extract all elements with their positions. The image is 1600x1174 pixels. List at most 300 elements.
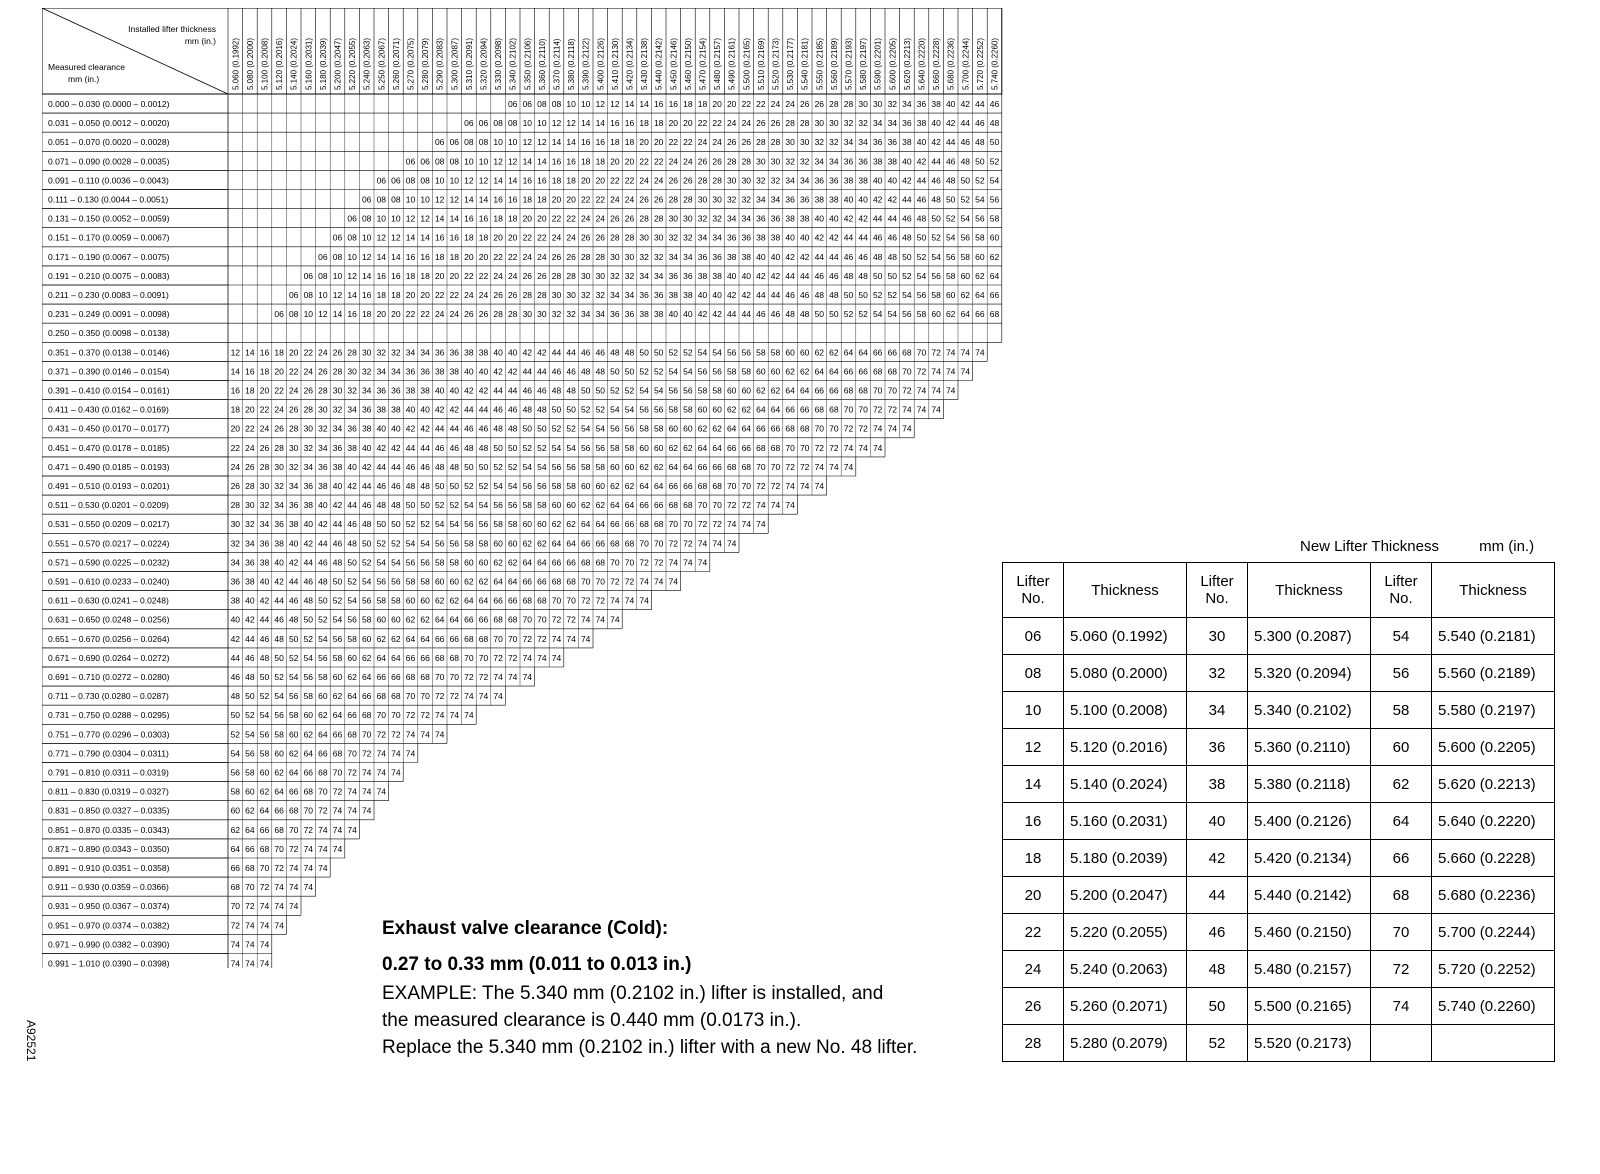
lifter-number-cell: 54 bbox=[668, 366, 679, 377]
lifter-number-cell: 54 bbox=[391, 557, 401, 568]
lifter-number-cell: 58 bbox=[274, 729, 284, 740]
lifter-number-cell: 42 bbox=[931, 137, 941, 148]
lifter-number-cell: 50 bbox=[580, 385, 591, 396]
lifter-number-cell: 24 bbox=[566, 232, 576, 243]
lifter-number-cell: 26 bbox=[610, 213, 620, 224]
lifter-number-cell: 28 bbox=[318, 385, 328, 396]
lifter-number-cell: 50 bbox=[595, 385, 606, 396]
lifter-number-cell: 56 bbox=[595, 442, 606, 453]
lifter-number-cell: 56 bbox=[653, 404, 664, 415]
lifter-number-cell: 48 bbox=[245, 672, 255, 682]
lifter-number-cell: 58 bbox=[230, 786, 241, 797]
lifter-number-cell: 10 bbox=[420, 194, 430, 205]
lifter-number-cell: 32 bbox=[799, 156, 810, 167]
lifter-number-cell: 72 bbox=[259, 882, 270, 893]
lifter-number-cell: 70 bbox=[230, 901, 241, 912]
example-line-2: the measured clearance is 0.440 mm (0.0173 in.). bbox=[382, 1010, 802, 1031]
lifter-number-cell: 44 bbox=[478, 404, 489, 415]
lifter-number-cell: 52 bbox=[347, 576, 357, 587]
measured-clearance-label: 0.231 – 0.249 (0.0091 – 0.0098) bbox=[48, 309, 170, 320]
lifter-number-cell: 52 bbox=[566, 423, 576, 434]
lifter-number-cell: 52 bbox=[318, 614, 328, 625]
lifter-number-cell: 22 bbox=[595, 194, 606, 205]
lifter-number-cell: 74 bbox=[741, 519, 752, 530]
lifter-number-cell: 70 bbox=[361, 729, 372, 740]
lifter-number-cell: 58 bbox=[288, 710, 299, 721]
lifter-number-cell: 30 bbox=[770, 156, 781, 167]
lifter-number-cell: 32 bbox=[756, 175, 766, 186]
lifter-number-cell: 74 bbox=[274, 901, 284, 912]
lifter-number-cell: 70 bbox=[887, 385, 898, 396]
installed-thickness-label: 5.320 (0.2094) bbox=[479, 37, 489, 90]
lifter-number-cell: 16 bbox=[245, 366, 255, 377]
lifter-number-cell: 26 bbox=[697, 156, 708, 167]
lifter-number-cell: 72 bbox=[872, 404, 883, 415]
lifter-number-cell: 50 bbox=[887, 270, 898, 281]
lifter-number-cell: 64 bbox=[493, 576, 503, 587]
lifter-number-cell: 46 bbox=[332, 538, 343, 549]
lifter-number-cell: 32 bbox=[653, 251, 664, 262]
lifter-number-cell: 68 bbox=[507, 614, 518, 625]
lifter-number-cell: 72 bbox=[726, 500, 737, 511]
lifter-number-cell: 74 bbox=[785, 481, 795, 491]
lifter-number-cell: 44 bbox=[829, 251, 839, 262]
lifter-number-cell: 60 bbox=[361, 633, 372, 644]
lifter-number-cell: 64 bbox=[580, 519, 591, 530]
lifter-number-cell: 68 bbox=[829, 404, 839, 415]
lifter-number-cell: 32 bbox=[288, 461, 299, 472]
lifter-number-cell: 34 bbox=[756, 194, 766, 205]
installed-thickness-label: 5.060 (0.1992) bbox=[231, 37, 241, 90]
measured-clearance-label: 0.691 – 0.710 (0.0272 – 0.0280) bbox=[48, 672, 170, 682]
lifter-number-cell: 28 bbox=[347, 347, 357, 358]
lifter-number-cell: 12 bbox=[332, 290, 343, 300]
lifter-number-cell: 66 bbox=[449, 633, 460, 644]
lifter-number-cell: 70 bbox=[420, 691, 430, 702]
lifter-number-cell: 30 bbox=[712, 194, 722, 205]
lifter-number-cell: 56 bbox=[916, 290, 927, 300]
cell-lifter-no: 16 bbox=[1003, 803, 1064, 840]
lifter-number-cell: 16 bbox=[259, 347, 270, 358]
lifter-number-cell: 08 bbox=[376, 194, 387, 205]
installed-thickness-label: 5.420 (0.2134) bbox=[625, 37, 635, 90]
lifter-number-cell: 74 bbox=[259, 901, 270, 912]
lifter-number-cell: 66 bbox=[989, 290, 1000, 300]
lifter-number-cell: 40 bbox=[843, 194, 854, 205]
measured-clearance-label: 0.131 – 0.150 (0.0052 – 0.0059) bbox=[48, 213, 170, 224]
lifter-number-cell: 28 bbox=[683, 194, 693, 205]
lifter-number-cell: 24 bbox=[230, 461, 241, 472]
lifter-number-cell: 66 bbox=[347, 710, 357, 721]
lifter-number-cell: 62 bbox=[989, 251, 1000, 262]
lifter-number-cell: 52 bbox=[916, 251, 927, 262]
lifter-number-cell: 72 bbox=[522, 633, 533, 644]
lifter-number-cell: 64 bbox=[624, 500, 635, 511]
lifter-number-cell: 14 bbox=[464, 194, 474, 205]
cell-thickness: 5.160 (0.2031) bbox=[1064, 803, 1187, 840]
lifter-number-cell: 36 bbox=[245, 557, 255, 568]
lifter-number-cell: 14 bbox=[580, 118, 591, 129]
lifter-number-cell: 70 bbox=[405, 691, 416, 702]
lifter-number-cell: 32 bbox=[332, 404, 343, 415]
measured-clearance-label: 0.611 – 0.630 (0.0241 – 0.0248) bbox=[48, 595, 169, 606]
lifter-number-cell: 18 bbox=[595, 156, 606, 167]
lifter-number-cell: 70 bbox=[829, 423, 839, 434]
lifter-number-cell: 26 bbox=[259, 442, 270, 453]
lifter-number-cell: 24 bbox=[653, 175, 664, 186]
lifter-number-cell: 68 bbox=[595, 557, 606, 568]
lifter-number-cell: 12 bbox=[405, 213, 416, 224]
lifter-number-cell: 36 bbox=[610, 309, 620, 320]
lifter-number-cell: 48 bbox=[493, 423, 503, 434]
lifter-number-cell: 60 bbox=[653, 442, 664, 453]
lifter-number-cell: 38 bbox=[347, 442, 357, 453]
lifter-number-cell: 38 bbox=[756, 232, 766, 243]
lifter-number-cell: 74 bbox=[288, 882, 299, 893]
lifter-number-cell: 22 bbox=[653, 156, 664, 167]
lifter-number-cell: 08 bbox=[347, 232, 357, 243]
installed-thickness-label: 5.660 (0.2228) bbox=[932, 37, 942, 90]
lifter-number-cell: 30 bbox=[683, 213, 693, 224]
cell-lifter-no: 58 bbox=[1371, 692, 1432, 729]
lifter-number-cell: 24 bbox=[507, 270, 518, 281]
cell-thickness: 5.640 (0.2220) bbox=[1432, 803, 1555, 840]
lifter-number-cell: 48 bbox=[960, 156, 971, 167]
lifter-number-cell: 28 bbox=[741, 156, 752, 167]
installed-thickness-label: 5.300 (0.2087) bbox=[450, 37, 460, 90]
measured-clearance-label: 0.000 – 0.030 (0.0000 – 0.0012) bbox=[48, 99, 170, 109]
cell-thickness: 5.380 (0.2118) bbox=[1248, 766, 1371, 803]
lifter-number-cell: 60 bbox=[785, 347, 795, 358]
lifter-number-cell: 28 bbox=[756, 137, 766, 148]
installed-thickness-label: 5.620 (0.2213) bbox=[902, 37, 912, 90]
new-lifter-row bbox=[1003, 840, 1555, 877]
lifter-number-cell: 62 bbox=[245, 805, 255, 816]
lifter-number-cell: 14 bbox=[434, 213, 445, 224]
lifter-number-cell: 74 bbox=[726, 538, 737, 549]
lifter-number-cell: 50 bbox=[843, 290, 854, 300]
lifter-number-cell: 66 bbox=[887, 347, 898, 358]
lifter-number-cell: 28 bbox=[259, 461, 270, 472]
lifter-number-cell: 74 bbox=[916, 404, 927, 415]
lifter-number-cell: 70 bbox=[464, 652, 474, 663]
lifter-number-cell: 72 bbox=[712, 519, 722, 530]
lifter-number-cell: 52 bbox=[843, 309, 854, 320]
lifter-number-cell: 44 bbox=[493, 385, 503, 396]
lifter-number-cell: 46 bbox=[303, 576, 314, 587]
lifter-number-cell: 32 bbox=[887, 99, 898, 109]
lifter-number-cell: 66 bbox=[478, 614, 489, 625]
lifter-number-cell: 60 bbox=[989, 232, 1000, 243]
lifter-number-cell: 74 bbox=[945, 347, 956, 358]
lifter-number-cell: 38 bbox=[449, 366, 460, 377]
lifter-number-cell: 74 bbox=[595, 614, 606, 625]
lifter-number-cell: 44 bbox=[449, 423, 460, 434]
lifter-number-cell: 28 bbox=[595, 251, 606, 262]
cell-thickness: 5.740 (0.2260) bbox=[1432, 988, 1555, 1025]
lifter-number-cell: 66 bbox=[624, 519, 635, 530]
lifter-number-cell: 30 bbox=[726, 175, 737, 186]
lifter-number-cell: 24 bbox=[434, 309, 445, 320]
lifter-number-cell: 56 bbox=[610, 423, 620, 434]
lifter-number-cell: 54 bbox=[872, 309, 883, 320]
cell-thickness: 5.180 (0.2039) bbox=[1064, 840, 1187, 877]
cell-lifter-no: 18 bbox=[1003, 840, 1064, 877]
lifter-number-cell: 70 bbox=[493, 633, 503, 644]
lifter-number-cell: 20 bbox=[230, 423, 241, 434]
lifter-number-cell: 62 bbox=[259, 786, 270, 797]
lifter-number-cell: 36 bbox=[756, 213, 766, 224]
cell-lifter-no: 26 bbox=[1003, 988, 1064, 1025]
lifter-number-cell: 16 bbox=[376, 270, 387, 281]
lifter-number-cell: 06 bbox=[376, 175, 387, 186]
lifter-number-cell: 32 bbox=[741, 194, 752, 205]
lifter-number-cell: 38 bbox=[741, 251, 752, 262]
lifter-number-cell: 28 bbox=[639, 213, 649, 224]
lifter-number-cell: 60 bbox=[770, 366, 781, 377]
lifter-number-cell: 54 bbox=[624, 404, 635, 415]
lifter-number-cell: 18 bbox=[537, 194, 547, 205]
lifter-number-cell: 10 bbox=[522, 118, 533, 129]
lifter-number-cell: 46 bbox=[522, 385, 533, 396]
lifter-number-cell: 06 bbox=[434, 137, 445, 148]
lifter-number-cell: 44 bbox=[522, 366, 533, 377]
new-lifter-row bbox=[1003, 988, 1555, 1025]
lifter-number-cell: 62 bbox=[624, 481, 635, 491]
lifter-number-cell: 54 bbox=[288, 672, 299, 682]
lifter-number-cell: 58 bbox=[712, 385, 722, 396]
lifter-number-cell: 46 bbox=[989, 99, 1000, 109]
lifter-number-cell: 64 bbox=[668, 461, 679, 472]
measured-clearance-label: 0.711 – 0.730 (0.0280 – 0.0287) bbox=[48, 691, 169, 702]
lifter-number-cell: 06 bbox=[522, 99, 533, 109]
lifter-number-cell: 12 bbox=[376, 232, 387, 243]
lifter-number-cell: 36 bbox=[391, 385, 401, 396]
lifter-number-cell: 38 bbox=[478, 347, 489, 358]
lifter-number-cell: 50 bbox=[814, 309, 825, 320]
new-lifter-row bbox=[1003, 914, 1555, 951]
lifter-number-cell: 06 bbox=[420, 156, 430, 167]
lifter-number-cell: 50 bbox=[931, 213, 941, 224]
measured-clearance-label: 0.851 – 0.870 (0.0335 – 0.0343) bbox=[48, 824, 170, 835]
new-lifter-row bbox=[1003, 655, 1555, 692]
lifter-number-cell: 44 bbox=[405, 442, 416, 453]
lifter-number-cell: 08 bbox=[318, 270, 328, 281]
lifter-number-cell: 54 bbox=[464, 500, 474, 511]
measured-clearance-label: 0.671 – 0.690 (0.0264 – 0.0272) bbox=[48, 652, 170, 663]
lifter-number-cell: 42 bbox=[318, 519, 328, 530]
lifter-number-cell: 58 bbox=[580, 461, 591, 472]
lifter-number-cell: 40 bbox=[683, 309, 693, 320]
lifter-number-cell: 66 bbox=[697, 461, 708, 472]
lifter-number-cell: 34 bbox=[303, 461, 314, 472]
lifter-number-cell: 40 bbox=[318, 500, 328, 511]
cell-lifter-no: 24 bbox=[1003, 951, 1064, 988]
lifter-number-cell: 60 bbox=[975, 251, 985, 262]
measured-clearance-label: 0.211 – 0.230 (0.0083 – 0.0091) bbox=[48, 290, 169, 300]
lifter-number-cell: 36 bbox=[361, 404, 372, 415]
lifter-number-cell: 66 bbox=[712, 461, 722, 472]
lifter-number-cell: 58 bbox=[434, 557, 445, 568]
lifter-number-cell: 44 bbox=[274, 595, 284, 606]
lifter-number-cell: 52 bbox=[580, 404, 591, 415]
lifter-number-cell: 24 bbox=[288, 385, 299, 396]
installed-thickness-label: 5.700 (0.2244) bbox=[961, 37, 971, 90]
lifter-number-cell: 44 bbox=[391, 461, 401, 472]
measured-clearance-label: 0.351 – 0.370 (0.0138 – 0.0146) bbox=[48, 347, 170, 358]
lifter-number-cell: 50 bbox=[858, 290, 868, 300]
lifter-number-cell: 46 bbox=[537, 385, 547, 396]
lifter-number-cell: 72 bbox=[347, 767, 357, 778]
lifter-number-cell: 52 bbox=[361, 557, 372, 568]
lifter-number-cell: 22 bbox=[288, 366, 299, 377]
lifter-number-cell: 32 bbox=[726, 194, 737, 205]
lifter-number-cell: 54 bbox=[975, 194, 985, 205]
lifter-number-cell: 52 bbox=[259, 691, 270, 702]
lifter-number-cell: 22 bbox=[741, 99, 752, 109]
lifter-number-cell: 36 bbox=[858, 156, 868, 167]
lifter-number-cell: 54 bbox=[332, 614, 343, 625]
installed-thickness-label: 5.260 (0.2071) bbox=[391, 37, 401, 90]
lifter-number-cell: 46 bbox=[288, 595, 299, 606]
measured-clearance-label: 0.491 – 0.510 (0.0193 – 0.0201) bbox=[48, 481, 170, 491]
lifter-number-cell: 42 bbox=[712, 309, 722, 320]
lifter-number-cell: 20 bbox=[537, 213, 547, 224]
lifter-number-cell: 30 bbox=[259, 481, 270, 491]
lifter-number-cell: 24 bbox=[639, 175, 649, 186]
lifter-number-cell: 52 bbox=[858, 309, 868, 320]
lifter-number-cell: 48 bbox=[814, 290, 825, 300]
lifter-number-cell: 36 bbox=[318, 461, 328, 472]
lifter-number-cell: 30 bbox=[741, 175, 752, 186]
lifter-number-cell: 44 bbox=[916, 175, 927, 186]
lifter-number-cell: 20 bbox=[405, 290, 416, 300]
lifter-number-cell: 44 bbox=[843, 232, 854, 243]
lifter-number-cell: 56 bbox=[434, 538, 445, 549]
lifter-number-cell: 50 bbox=[391, 519, 401, 530]
lifter-number-cell: 26 bbox=[507, 290, 518, 300]
lifter-number-cell: 56 bbox=[726, 347, 737, 358]
lifter-number-cell: 44 bbox=[245, 633, 255, 644]
lifter-number-cell: 50 bbox=[347, 557, 357, 568]
lifter-number-cell: 74 bbox=[522, 652, 533, 663]
installed-thickness-label: 5.480 (0.2157) bbox=[713, 37, 723, 90]
lifter-number-cell: 72 bbox=[595, 595, 606, 606]
lifter-number-cell: 58 bbox=[303, 691, 314, 702]
lifter-number-cell: 62 bbox=[610, 481, 620, 491]
lifter-number-cell: 74 bbox=[756, 519, 766, 530]
lifter-number-cell: 20 bbox=[376, 309, 387, 320]
lifter-number-cell: 62 bbox=[799, 366, 810, 377]
lifter-number-cell: 20 bbox=[478, 251, 489, 262]
lifter-number-cell: 40 bbox=[420, 404, 430, 415]
lifter-number-cell: 36 bbox=[434, 347, 445, 358]
measured-clearance-label: 0.811 – 0.830 (0.0319 – 0.0327) bbox=[48, 786, 169, 797]
lifter-number-cell: 72 bbox=[274, 863, 284, 873]
lifter-number-cell: 42 bbox=[522, 347, 533, 358]
lifter-number-cell: 62 bbox=[551, 519, 562, 530]
lifter-number-cell: 10 bbox=[434, 175, 445, 186]
lifter-number-cell: 46 bbox=[858, 251, 868, 262]
lifter-number-cell: 58 bbox=[975, 232, 985, 243]
lifter-number-cell: 66 bbox=[653, 500, 664, 511]
lifter-number-cell: 20 bbox=[274, 366, 284, 377]
lifter-number-cell: 48 bbox=[405, 481, 416, 491]
lifter-number-cell: 30 bbox=[756, 156, 766, 167]
lifter-number-cell: 66 bbox=[726, 442, 737, 453]
lifter-number-cell: 72 bbox=[332, 786, 343, 797]
lifter-number-cell: 56 bbox=[931, 270, 941, 281]
cell-thickness: 5.400 (0.2126) bbox=[1248, 803, 1371, 840]
measured-clearance-label: 0.151 – 0.170 (0.0059 – 0.0067) bbox=[48, 232, 170, 243]
lifter-number-cell: 68 bbox=[420, 672, 430, 682]
cell-thickness: 5.360 (0.2110) bbox=[1248, 729, 1371, 766]
lifter-number-cell: 70 bbox=[712, 500, 722, 511]
lifter-number-cell: 74 bbox=[507, 672, 518, 682]
lifter-number-cell: 46 bbox=[902, 213, 912, 224]
lifter-number-cell: 72 bbox=[420, 710, 430, 721]
lifter-number-cell: 38 bbox=[799, 213, 810, 224]
lifter-number-cell: 38 bbox=[931, 99, 941, 109]
lifter-number-cell: 34 bbox=[361, 385, 372, 396]
lifter-number-cell: 64 bbox=[683, 461, 693, 472]
cell-thickness: 5.080 (0.2000) bbox=[1064, 655, 1187, 692]
lifter-number-cell: 32 bbox=[580, 290, 591, 300]
cell-lifter-no: 60 bbox=[1371, 729, 1432, 766]
lifter-number-cell: 22 bbox=[610, 175, 620, 186]
lifter-number-cell: 70 bbox=[347, 748, 357, 759]
lifter-number-cell: 26 bbox=[537, 270, 547, 281]
lifter-number-cell: 10 bbox=[493, 137, 503, 148]
lifter-number-cell: 60 bbox=[303, 710, 314, 721]
cell-thickness: 5.340 (0.2102) bbox=[1248, 692, 1371, 729]
col-lifter-no: Lifter No. bbox=[1187, 563, 1248, 618]
lifter-number-cell: 64 bbox=[653, 481, 664, 491]
lifter-number-cell: 46 bbox=[960, 137, 971, 148]
lifter-number-cell: 48 bbox=[872, 251, 883, 262]
installed-thickness-label: 5.460 (0.2150) bbox=[683, 37, 693, 90]
lifter-number-cell: 52 bbox=[493, 461, 503, 472]
lifter-number-cell: 40 bbox=[931, 118, 941, 129]
lifter-number-cell: 42 bbox=[332, 500, 343, 511]
lifter-number-cell: 60 bbox=[697, 404, 708, 415]
lifter-number-cell: 52 bbox=[405, 519, 416, 530]
lifter-number-cell: 50 bbox=[288, 633, 299, 644]
lifter-number-cell: 54 bbox=[610, 404, 620, 415]
lifter-number-cell: 54 bbox=[507, 481, 518, 491]
lifter-number-cell: 24 bbox=[259, 423, 270, 434]
lifter-number-cell: 50 bbox=[376, 519, 387, 530]
lifter-number-cell: 42 bbox=[493, 366, 503, 377]
lifter-number-cell: 64 bbox=[537, 557, 547, 568]
lifter-number-cell: 66 bbox=[770, 423, 781, 434]
lifter-number-cell: 60 bbox=[420, 595, 430, 606]
lifter-number-cell: 30 bbox=[551, 290, 562, 300]
lifter-number-cell: 06 bbox=[303, 270, 314, 281]
lifter-number-cell: 34 bbox=[230, 557, 241, 568]
new-lifter-row bbox=[1003, 729, 1555, 766]
lifter-number-cell: 56 bbox=[318, 652, 328, 663]
lifter-number-cell: 16 bbox=[493, 194, 503, 205]
lifter-number-cell: 70 bbox=[566, 595, 576, 606]
lifter-number-cell: 12 bbox=[610, 99, 620, 109]
lifter-number-cell: 28 bbox=[712, 175, 722, 186]
lifter-number-cell: 56 bbox=[259, 729, 270, 740]
lifter-number-cell: 48 bbox=[580, 366, 591, 377]
measured-clearance-label: 0.871 – 0.890 (0.0343 – 0.0350) bbox=[48, 843, 170, 854]
lifter-number-cell: 38 bbox=[785, 213, 795, 224]
lifter-number-cell: 42 bbox=[785, 251, 795, 262]
